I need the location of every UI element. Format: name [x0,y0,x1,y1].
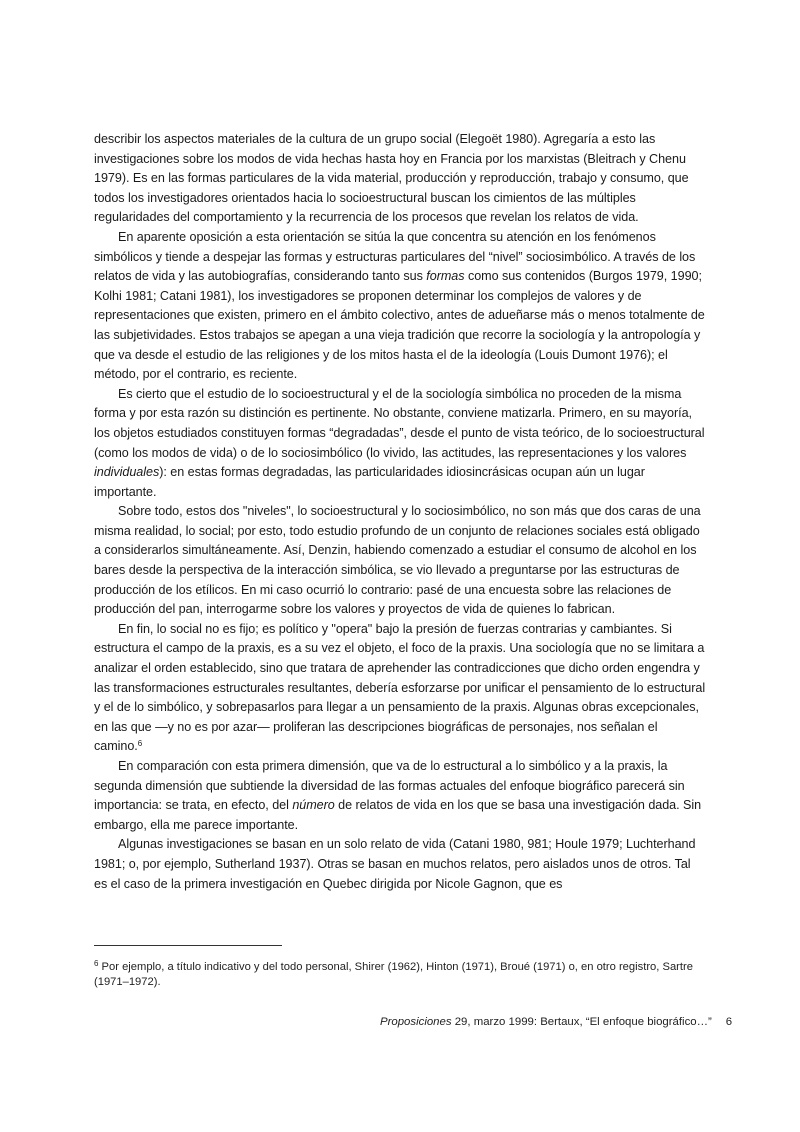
paragraph [94,620,706,757]
paragraph-text: En comparación con esta primera dimensión, que va de lo estructural a lo simbólico y a la praxis, la segunda dimensión que subtiende la diversidad de las formas actuales del enfoque biográfico parecerá sin importancia: se trata, en efecto, del [94,759,685,813]
paragraph-text: En aparente oposición a esta orientación se sitúa la que concentra su atención en los fenómenos simbólicos y tiende a despejar las formas y estructuras particulares del “nivel” sociosimbólico. A través de los relatos de vida y las autobiografías, considerando tanto sus [94,229,696,284]
running-citation [380,1016,712,1028]
paragraph [94,130,706,228]
page-number: 6 [725,1016,733,1028]
paragraph-text: Es cierto que el estudio de lo socioestructural y el de la sociología simbólica no proceden de la misma forma y por esta razón su distinción es pertinente. No obstante, conviene matizarla. Primero, en su mayoría, los objetos estudiados constituyen formas “degradadas”, desde el punto de vista teórico, de lo socioestructural (como los modos de vida) o de lo sociosimbólico (lo vivido, las actitudes, las representaciones y los valores [94,386,705,460]
paragraph [94,502,706,620]
footnote-reference: 6 [137,739,143,749]
journal-name: Proposiciones [380,1016,452,1028]
emphasis-text: individuales [94,465,160,480]
paragraph-text: describir los aspectos materiales de la cultura de un grupo social (Elegoët 1980). Agregaría a esto las investigaciones sobre los modos de vida hechas hasta hoy en Francia por los marxistas (Bleitrach y Chenu 1979). Es en las formas particulares de la vida material, producción y reproducción, trabajo y consumo, que todos los investigadores orientados hacia lo socioestructural buscan los cimientos de las múltiples regularidades del comportamiento y la recurrencia de los procesos que revelan los relatos de vida. [94,132,689,225]
paragraph [94,835,706,894]
page-footer [380,1016,733,1028]
citation-rest: 29, marzo 1999: Bertaux, “El enfoque biográfico…” [451,1016,712,1028]
paragraph-text: Sobre todo, estos dos "niveles", lo socioestructural y lo sociosimbólico, no son más que dos caras de una misma realidad, lo social; por esto, todo estudio profundo de un conjunto de relaciones sociales está obligado a considerarlos simultáneamente. Así, Denzin, habiendo comenzado a estudiar el consumo de alcohol en los bares desde la perspectiva de la interacción simbólica, se vio llevado a preguntarse por las estructuras de producción de los etílicos. En mi caso ocurrió lo contrario: pasé de una encuesta sobre las relaciones de producción del pan, interrogarme sobre los valores y proyectos de vida de quienes lo fabrican. [94,504,701,617]
paragraph-text: de relatos de vida en los que se basa una investigación dada. Sin embargo, ella me parece importante. [94,798,702,832]
paragraph [94,385,706,503]
emphasis-text: formas [426,269,465,284]
page-body [94,130,706,894]
footnote-marker: 6 [94,959,99,968]
paragraph-text: ): en estas formas degradadas, las particularidades idiosincrásicas ocupan aún un lugar importante. [94,465,645,499]
paragraph-text: como sus contenidos (Burgos 1979, 1990; Kolhi 1981; Catani 1981), los investigadores se proponen determinar los complejos de valores y de representaciones que existen, primero en el ámbito colectivo, antes de adueñarse más o menos totalmente de las subjetividades. Estos trabajos se apegan a una vieja tradición que recorre la sociología y la antropología y que va desde el estudio de las religiones y de los mitos hasta el de la ideología (Louis Dumont 1976); el método, por el contrario, es reciente. [94,269,705,382]
footnote-divider [94,945,282,946]
footnote-6 [94,960,706,990]
paragraph [94,757,706,835]
paragraph [94,228,706,385]
paragraph-text: En fin, lo social no es fijo; es político y "opera" bajo la presión de fuerzas contrarias y cambiantes. Si estructura el campo de la praxis, es a su vez el objeto, el foco de la praxis. Una sociología que no se limitara a analizar el orden establecido, sino que tratara de aprehender las contradicciones que dicho orden engendra y las transformaciones estructurales resultantes, debería esforzarse por unificar el pensamiento de lo estructural y el de lo simbólico, y sobrepasarlos para llegar a un pensamiento de la praxis. Algunas obras excepcionales, en las que —y no es por azar— proliferan las descripciones biográficas de personajes, nos señalan el camino. [94,621,706,754]
paragraph-text: Algunas investigaciones se basan en un solo relato de vida (Catani 1980, 981; Houle 1979; Luchterhand 1981; o, por ejemplo, Sutherland 1937). Otras se basan en muchos relatos, pero aislados unos de otros. Tal es el caso de la primera investigación en Quebec dirigida por Nicole Gagnon, que es [94,837,696,891]
emphasis-text: número [292,798,335,813]
footnote-text: Por ejemplo, a título indicativo y del todo personal, Shirer (1962), Hinton (1971), Broué (1971) o, en otro registro, Sartre (1971–1972). [94,961,693,988]
